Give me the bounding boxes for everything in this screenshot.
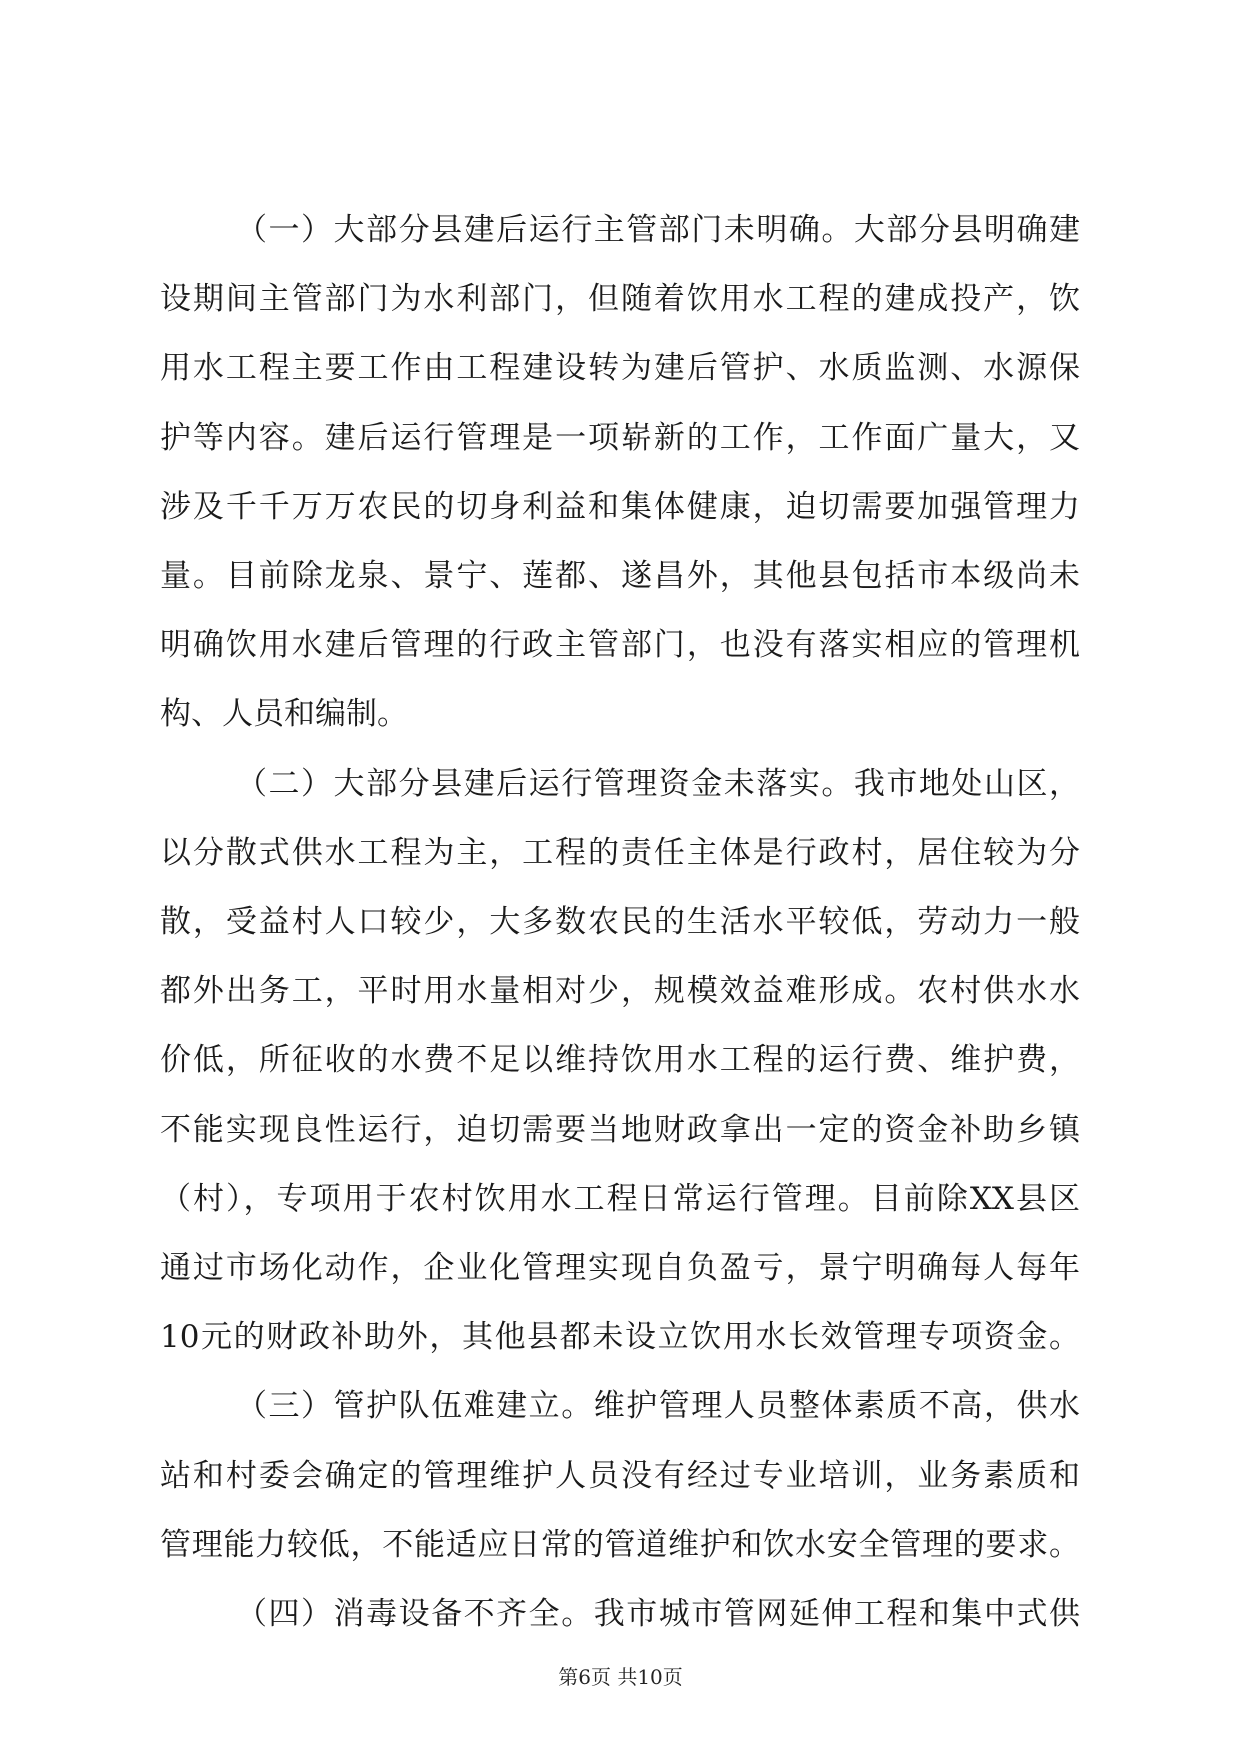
text-line: 设期间主管部门为水利部门，但随着饮用水工程的建成投产，饮 — [160, 281, 1080, 317]
text-line: 管理能力较低，不能适应日常的管道维护和饮水安全管理的要求。 — [160, 1527, 1080, 1563]
text-line: 构、人员和编制。 — [160, 696, 408, 732]
text-line: （村），专项用于农村饮用水工程日常运行管理。目前除XX县区 — [160, 1181, 1080, 1217]
text-line: （四）消毒设备不齐全。我市城市管网延伸工程和集中式供 — [236, 1596, 1080, 1632]
text-line: 量。目前除龙泉、景宁、莲都、遂昌外，其他县包括市本级尚未 — [160, 558, 1080, 594]
page-number: 第6页 共10页 — [558, 1665, 683, 1689]
text-line: 10元的财政补助外，其他县都未设立饮用水长效管理专项资金。 — [160, 1319, 1080, 1355]
text-line: （一）大部分县建后运行主管部门未明确。大部分县明确建 — [236, 212, 1080, 248]
text-line: 涉及千千万万农民的切身利益和集体健康，迫切需要加强管理力 — [160, 489, 1080, 525]
text-line: （三）管护队伍难建立。维护管理人员整体素质不高，供水 — [236, 1388, 1080, 1424]
text-line: 以分散式供水工程为主，工程的责任主体是行政村，居住较为分 — [160, 835, 1080, 871]
text-line: 通过市场化动作，企业化管理实现自负盈亏，景宁明确每人每年 — [160, 1250, 1080, 1286]
text-line: 散，受益村人口较少，大多数农民的生活水平较低，劳动力一般 — [160, 904, 1080, 940]
text-line: 用水工程主要工作由工程建设转为建后管护、水质监测、水源保 — [160, 350, 1080, 386]
text-line: （二）大部分县建后运行管理资金未落实。我市地处山区， — [236, 766, 1080, 802]
text-line: 站和村委会确定的管理维护人员没有经过专业培训，业务素质和 — [160, 1458, 1080, 1494]
text-line: 价低，所征收的水费不足以维持饮用水工程的运行费、维护费， — [160, 1042, 1080, 1078]
text-line: 都外出务工，平时用水量相对少，规模效益难形成。农村供水水 — [160, 973, 1080, 1009]
text-line: 护等内容。建后运行管理是一项崭新的工作，工作面广量大，又 — [160, 420, 1080, 456]
text-line: 不能实现良性运行，迫切需要当地财政拿出一定的资金补助乡镇 — [160, 1112, 1080, 1148]
text-line: 明确饮用水建后管理的行政主管部门，也没有落实相应的管理机 — [160, 627, 1080, 663]
